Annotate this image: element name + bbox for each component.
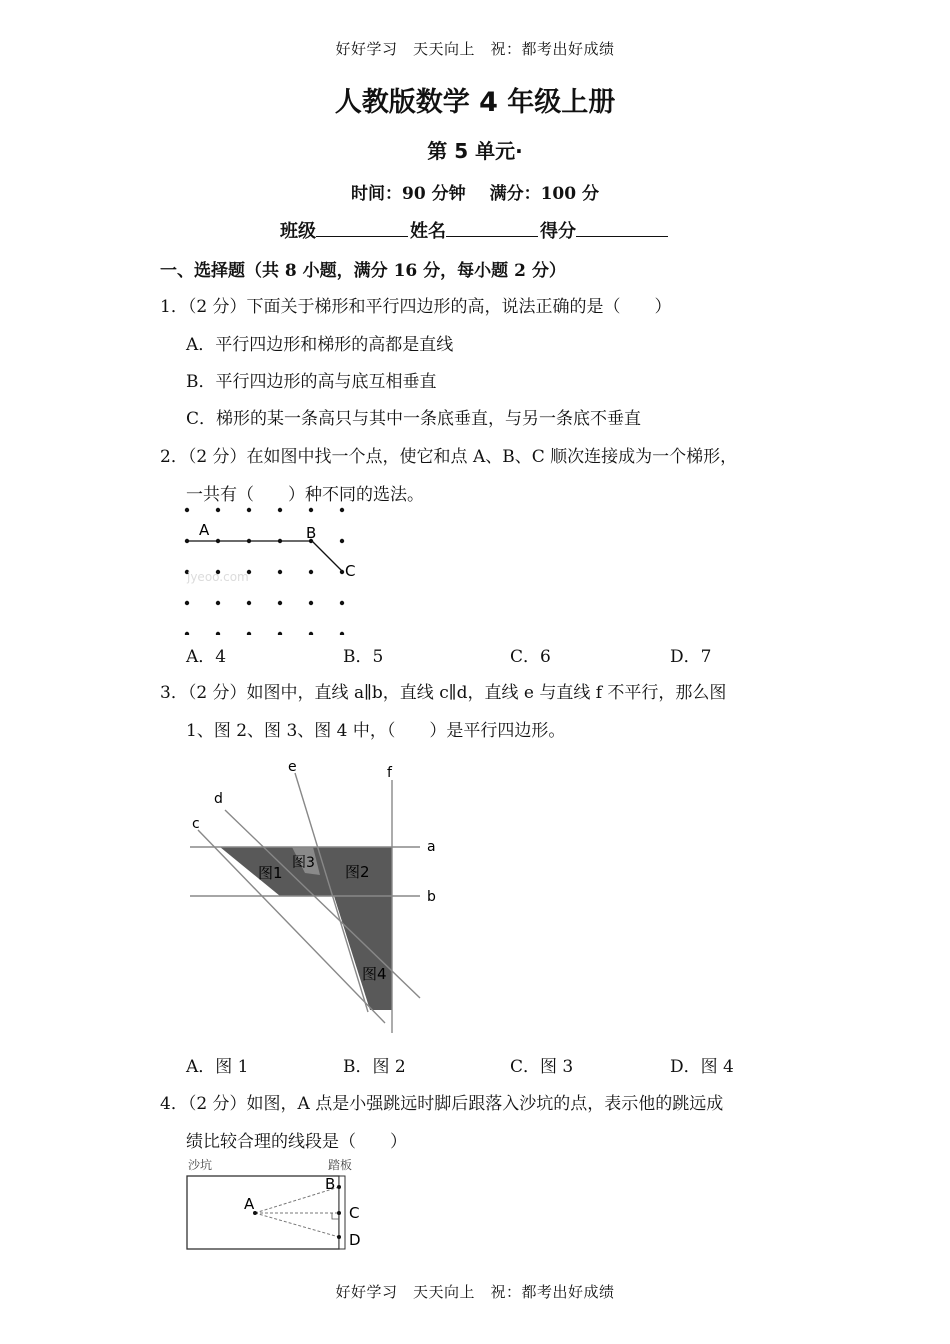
q3-parallel-lines-figure xyxy=(180,755,460,1040)
full-score: 满分：100 分 xyxy=(489,184,599,204)
label-c: C xyxy=(345,562,356,580)
grid-dot xyxy=(340,632,344,635)
grid-dot xyxy=(216,508,220,512)
grid-dot xyxy=(340,601,344,605)
section-heading: 一、选择题（共 8 小题，满分 16 分，每小题 2 分） xyxy=(160,261,566,281)
label-b: B xyxy=(306,524,317,542)
grid-dot xyxy=(247,601,251,605)
label-fig4: 图4 xyxy=(362,965,387,983)
grid-dot xyxy=(247,632,251,635)
unit-title: 第 5 单元· xyxy=(427,139,523,163)
q1-stem: 1．（2 分）下面关于梯形和平行四边形的高，说法正确的是（ ） xyxy=(160,297,672,317)
page-header: 好好学习 天天向上 祝：都考出好成绩 xyxy=(335,40,615,58)
label-b: B xyxy=(325,1175,336,1193)
grid-dot xyxy=(216,632,220,635)
watermark: jyeoo.com xyxy=(187,570,249,584)
name-blank[interactable] xyxy=(446,218,538,237)
q1-option-c[interactable]: C．梯形的某一条高只与其中一条底垂直，与另一条底不垂直 xyxy=(186,409,642,429)
grid-dot xyxy=(340,508,344,512)
point-c xyxy=(337,1211,341,1215)
q4-stem-line1: 4．（2 分）如图，A 点是小强跳远时脚后跟落入沙坑的点，表示他的跳远成 xyxy=(160,1094,724,1114)
q1-option-b[interactable]: B．平行四边形的高与底互相垂直 xyxy=(186,372,437,392)
time-limit: 时间：90 分钟 xyxy=(351,184,466,204)
q3-stem-line1: 3．（2 分）如图中，直线 a∥b，直线 c∥d，直线 e 与直线 f 不平行，那么图 xyxy=(160,683,727,703)
grid-dot xyxy=(278,508,282,512)
grid-dot xyxy=(340,539,344,543)
grade-label: 得分 xyxy=(540,221,576,242)
label-fig1: 图1 xyxy=(258,864,283,882)
q2-stem-line2: 一共有（ ）种不同的选法。 xyxy=(186,485,424,505)
shaded-fig4 xyxy=(334,896,392,1010)
grid-dot xyxy=(278,601,282,605)
q2-dot-grid-figure xyxy=(175,505,375,635)
q2-option-d[interactable]: D．7 xyxy=(670,647,712,667)
q4-stem-line2: 绩比较合理的线段是（ ） xyxy=(186,1132,407,1152)
label-a: A xyxy=(199,521,210,539)
label-c: c xyxy=(192,816,200,832)
grade-blank[interactable] xyxy=(576,218,668,237)
grid-dot xyxy=(216,601,220,605)
time-score-line xyxy=(0,179,950,204)
label-d: D xyxy=(349,1231,361,1249)
label-a: a xyxy=(427,839,436,855)
grid-dot xyxy=(278,570,282,574)
point-d xyxy=(337,1235,341,1239)
q3-option-d[interactable]: D．图 4 xyxy=(670,1057,734,1077)
q3-option-c[interactable]: C．图 3 xyxy=(510,1057,574,1077)
q2-option-a[interactable]: A．4 xyxy=(186,647,227,667)
label-a: A xyxy=(244,1195,255,1213)
label-fig3: 图3 xyxy=(292,855,315,871)
label-pit: 沙坑 xyxy=(188,1158,213,1172)
q1-option-a[interactable]: A．平行四边形和梯形的高都是直线 xyxy=(186,335,454,355)
segment-ad xyxy=(255,1213,339,1237)
class-label: 班级 xyxy=(280,221,316,242)
grid-dot xyxy=(185,601,189,605)
grid-dot xyxy=(309,508,313,512)
grid-dot xyxy=(247,508,251,512)
q3-option-b[interactable]: B．图 2 xyxy=(343,1057,406,1077)
page-footer: 好好学习 天天向上 祝：都考出好成绩 xyxy=(335,1283,615,1301)
point-b xyxy=(337,1185,341,1189)
q3-option-a[interactable]: A．图 1 xyxy=(186,1057,249,1077)
label-b: b xyxy=(427,889,436,905)
q2-stem-line1: 2．（2 分）在如图中找一个点，使它和点 A、B、C 顺次连接成为一个梯形， xyxy=(160,447,738,467)
segment-bc xyxy=(312,541,343,572)
page-title: 人教版数学 4 年级上册 xyxy=(334,87,616,118)
q2-option-b[interactable]: B．5 xyxy=(343,647,384,667)
label-e: e xyxy=(288,759,297,775)
name-label: 姓名 xyxy=(410,221,446,242)
q2-option-c[interactable]: C．6 xyxy=(510,647,551,667)
label-f: f xyxy=(387,765,392,781)
q4-sandpit-figure xyxy=(180,1155,380,1255)
grid-dot xyxy=(309,601,313,605)
label-board: 踏板 xyxy=(328,1158,353,1172)
grid-dot xyxy=(185,508,189,512)
q3-stem-line2: 1、图 2、图 3、图 4 中，（ ）是平行四边形。 xyxy=(186,721,566,741)
grid-dot xyxy=(278,632,282,635)
student-info-fields xyxy=(0,217,950,243)
grid-dot xyxy=(185,632,189,635)
label-fig2: 图2 xyxy=(345,863,370,881)
class-blank[interactable] xyxy=(316,218,408,237)
grid-dot xyxy=(309,570,313,574)
grid-dot xyxy=(309,632,313,635)
label-d: d xyxy=(214,791,223,807)
label-c: C xyxy=(349,1204,360,1222)
